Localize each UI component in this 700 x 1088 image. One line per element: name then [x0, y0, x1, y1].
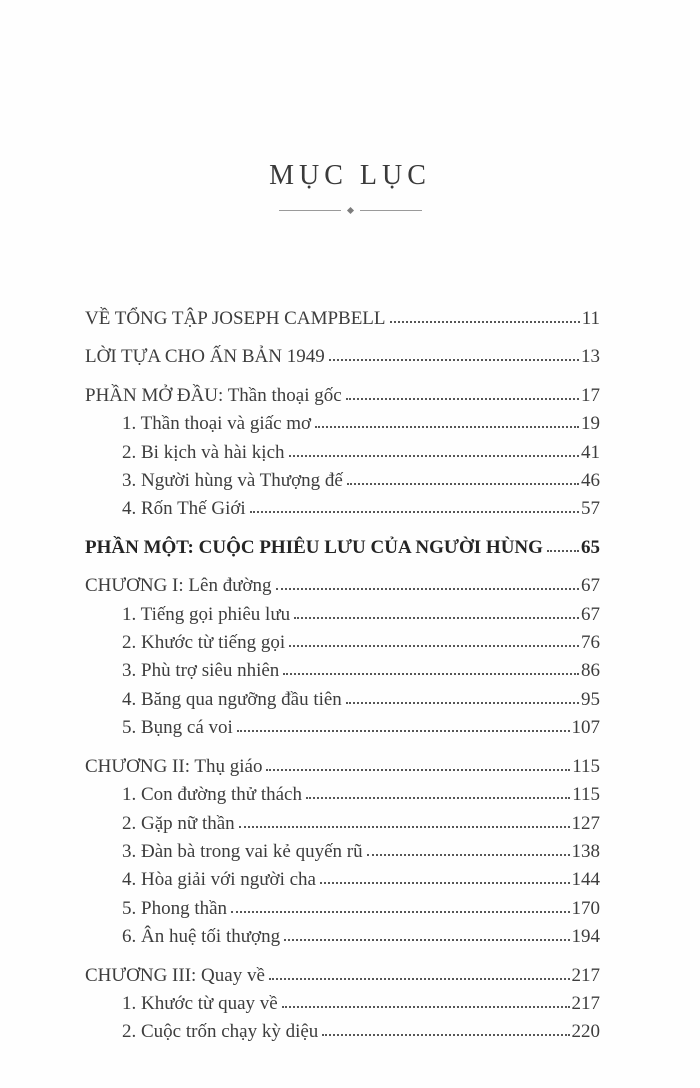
- toc-entry-page: 46: [581, 470, 600, 492]
- toc-entry-label: 1. Thần thoại và giấc mơ: [122, 413, 312, 435]
- toc-entry-label: LỜI TỰA CHO ẤN BẢN 1949: [85, 346, 325, 368]
- toc-leader-dots: [306, 797, 570, 799]
- toc-entry-label: PHẦN MỘT: CUỘC PHIÊU LƯU CỦA NGƯỜI HÙNG: [85, 536, 543, 558]
- title-divider: [0, 208, 700, 213]
- toc-leader-dots: [347, 483, 579, 485]
- toc-entry-page: 57: [581, 498, 600, 520]
- toc-leader-dots: [329, 359, 579, 361]
- toc-entry-page: 220: [571, 1021, 600, 1043]
- toc-leader-dots: [547, 550, 579, 552]
- toc-leader-dots: [266, 769, 570, 771]
- toc-list: [85, 305, 600, 1047]
- toc-entry: [85, 495, 600, 523]
- toc-entry: [85, 1018, 600, 1046]
- toc-entry-page: 217: [571, 992, 600, 1014]
- toc-entry-label: 3. Phù trợ siêu nhiên: [122, 660, 280, 682]
- toc-leader-dots: [231, 911, 569, 913]
- toc-entry-page: 11: [581, 308, 600, 329]
- toc-entry-label: 4. Hòa giải với người cha: [122, 869, 316, 891]
- toc-entry: [85, 572, 600, 600]
- toc-entry-label: 2. Gặp nữ thần: [122, 812, 235, 834]
- toc-entry-page: 115: [572, 784, 600, 806]
- toc-leader-dots: [237, 730, 570, 732]
- toc-entry-label: 3. Người hùng và Thượng đế: [122, 470, 343, 492]
- toc-entry: [85, 714, 600, 742]
- toc-leader-dots: [284, 939, 569, 941]
- toc-leader-dots: [269, 978, 570, 980]
- toc-leader-dots: [239, 826, 570, 828]
- toc-entry-label: VỀ TỔNG TẬP JOSEPH CAMPBELL: [85, 308, 386, 329]
- toc-leader-dots: [283, 673, 579, 675]
- toc-entry: [85, 343, 600, 371]
- toc-leader-dots: [282, 1006, 570, 1008]
- toc-entry: [85, 439, 600, 467]
- toc-entry-page: 144: [571, 869, 600, 891]
- toc-entry-label: CHƯƠNG II: Thụ giáo: [85, 755, 263, 777]
- toc-entry: [85, 534, 600, 562]
- toc-entry: [85, 781, 600, 809]
- toc-entry: [85, 895, 600, 923]
- toc-entry-label: 3. Đàn bà trong vai kẻ quyến rũ: [122, 840, 363, 862]
- toc-entry-page: 86: [581, 660, 600, 682]
- toc-entry-label: PHẦN MỞ ĐẦU: Thần thoại gốc: [85, 384, 342, 406]
- toc-entry-label: 1. Khước từ quay về: [122, 992, 278, 1014]
- page-title: MỤC LỤC: [269, 160, 431, 191]
- toc-entry-page: 138: [571, 840, 600, 862]
- toc-entry-label: CHƯƠNG I: Lên đường: [85, 575, 272, 597]
- toc-leader-dots: [250, 511, 579, 513]
- toc-entry: [85, 382, 600, 410]
- toc-leader-dots: [390, 321, 580, 323]
- toc-entry: [85, 838, 600, 866]
- toc-entry-label: 6. Ân huệ tối thượng: [122, 926, 281, 948]
- toc-entry-page: 95: [581, 688, 600, 710]
- toc-leader-dots: [294, 617, 579, 619]
- toc-entry-page: 76: [581, 632, 600, 654]
- toc-entry: [85, 686, 600, 714]
- toc-entry-label: 5. Phong thần: [122, 897, 228, 919]
- toc-entry-label: CHƯƠNG III: Quay về: [85, 964, 265, 986]
- toc-entry-label: 4. Băng qua ngưỡng đầu tiên: [122, 688, 342, 710]
- toc-entry-label: 1. Tiếng gọi phiêu lưu: [122, 603, 291, 625]
- toc-entry: [85, 601, 600, 629]
- toc-leader-dots: [346, 398, 579, 400]
- toc-leader-dots: [289, 455, 579, 457]
- toc-entry-page: 41: [581, 441, 600, 463]
- toc-leader-dots: [289, 645, 579, 647]
- toc-entry: [85, 923, 600, 951]
- toc-entry: [85, 629, 600, 657]
- toc-entry: [85, 657, 600, 685]
- toc-entry-page: 127: [571, 812, 600, 834]
- toc-entry: [85, 962, 600, 990]
- toc-entry: [85, 990, 600, 1018]
- diamond-ornament-icon: [346, 207, 353, 214]
- divider-line-right: [360, 210, 422, 211]
- divider-line-left: [279, 210, 341, 211]
- toc-entry-label: 4. Rốn Thế Giới: [122, 498, 246, 520]
- toc-entry-label: 2. Khước từ tiếng gọi: [122, 632, 286, 654]
- toc-entry-page: 67: [581, 575, 600, 597]
- toc-entry-page: 194: [571, 926, 600, 948]
- toc-entry: [85, 866, 600, 894]
- toc-entry-page: 107: [571, 717, 600, 739]
- toc-entry: [85, 467, 600, 495]
- toc-entry-label: 5. Bụng cá voi: [122, 717, 233, 739]
- toc-entry: [85, 753, 600, 781]
- toc-entry: [85, 810, 600, 838]
- toc-entry-page: 13: [581, 346, 600, 368]
- toc-entry: [85, 410, 600, 438]
- toc-leader-dots: [315, 426, 579, 428]
- toc-entry-page: 65: [581, 536, 600, 558]
- toc-entry-page: 115: [572, 755, 600, 777]
- toc-entry-label: 2. Cuộc trốn chạy kỳ diệu: [122, 1021, 319, 1043]
- toc-leader-dots: [322, 1034, 569, 1036]
- toc-entry-page: 19: [581, 413, 600, 435]
- toc-entry: [85, 305, 600, 333]
- toc-entry-page: 67: [581, 603, 600, 625]
- toc-entry-page: 217: [571, 964, 600, 986]
- toc-leader-dots: [320, 882, 570, 884]
- toc-leader-dots: [367, 854, 570, 856]
- toc-entry-label: 1. Con đường thử thách: [122, 784, 302, 806]
- toc-leader-dots: [346, 702, 579, 704]
- toc-entry-label: 2. Bi kịch và hài kịch: [122, 441, 285, 463]
- toc-entry-page: 170: [571, 897, 600, 919]
- toc-entry-page: 17: [581, 384, 600, 406]
- toc-leader-dots: [276, 588, 579, 590]
